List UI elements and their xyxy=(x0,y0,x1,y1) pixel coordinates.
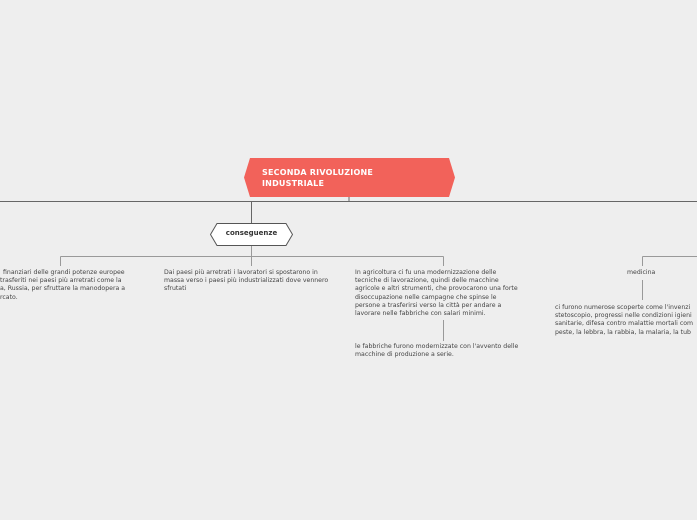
node-medicina[interactable] xyxy=(627,269,655,277)
agriculture-line-3: agricole e altri strumenti, che provocarono una forte xyxy=(355,285,518,293)
discoveries-line-2: stetoscopio, progressi nelle condizioni igieni xyxy=(555,312,692,320)
central-topic-label xyxy=(262,167,432,189)
factories-line-1: le fabbriche furono modernizzate con l'avvento delle xyxy=(355,343,519,350)
finance-line-1: finanziari delle grandi potenze europee xyxy=(3,269,125,276)
central-topic-line-1: SECONDA RIVOLUZIONE xyxy=(262,168,374,177)
central-topic[interactable] xyxy=(244,158,455,197)
factories-line-2: macchine di produzione a serie. xyxy=(355,351,454,359)
discoveries-line-1: ci furono numerose scoperte come l'invenzi xyxy=(555,304,691,311)
finance-line-4: rcato. xyxy=(0,293,18,301)
agriculture-line-1: In agricoltura ci fu una modernizzazione delle xyxy=(355,269,497,276)
workers-line-2: massa verso i paesi più industrializzati dove vennero xyxy=(164,277,329,285)
agriculture-line-5: persone a trasferirsi verso la città per andare a xyxy=(355,301,502,309)
central-topic-line-2: INDUSTRIALE xyxy=(262,179,325,188)
node-factories[interactable] xyxy=(355,343,518,359)
workers-line-1: Dai paesi più arretrati i lavoratori si spostarono in xyxy=(164,269,318,276)
discoveries-line-4: peste, la lebbra, la rabbia, la malaria, la tub xyxy=(555,328,691,336)
medicina-label: medicina xyxy=(627,269,656,276)
agriculture-line-4: disoccupazione nelle campagne che spinse le xyxy=(355,293,497,301)
finance-line-2: trasferiti nei paesi più arretrati come la xyxy=(0,277,122,285)
node-finance[interactable] xyxy=(0,269,125,302)
finance-line-3: a, Russia, per sfruttare la manodopera a xyxy=(0,285,126,293)
subtopic-label: conseguenze xyxy=(225,229,278,237)
discoveries-line-3: sanitarie, difesa contro malattie mortali com xyxy=(555,320,694,328)
workers-line-3: sfrutati xyxy=(164,285,187,293)
node-workers[interactable] xyxy=(164,269,328,294)
agriculture-line-2: tecniche di lavorazione, quindi delle macchine xyxy=(355,277,499,285)
subtopic-conseguenze[interactable] xyxy=(210,223,293,246)
agriculture-line-6: lavorare nelle fabbriche con salari minimi. xyxy=(355,310,486,318)
node-discoveries[interactable] xyxy=(555,304,697,337)
node-agriculture[interactable] xyxy=(355,269,518,318)
